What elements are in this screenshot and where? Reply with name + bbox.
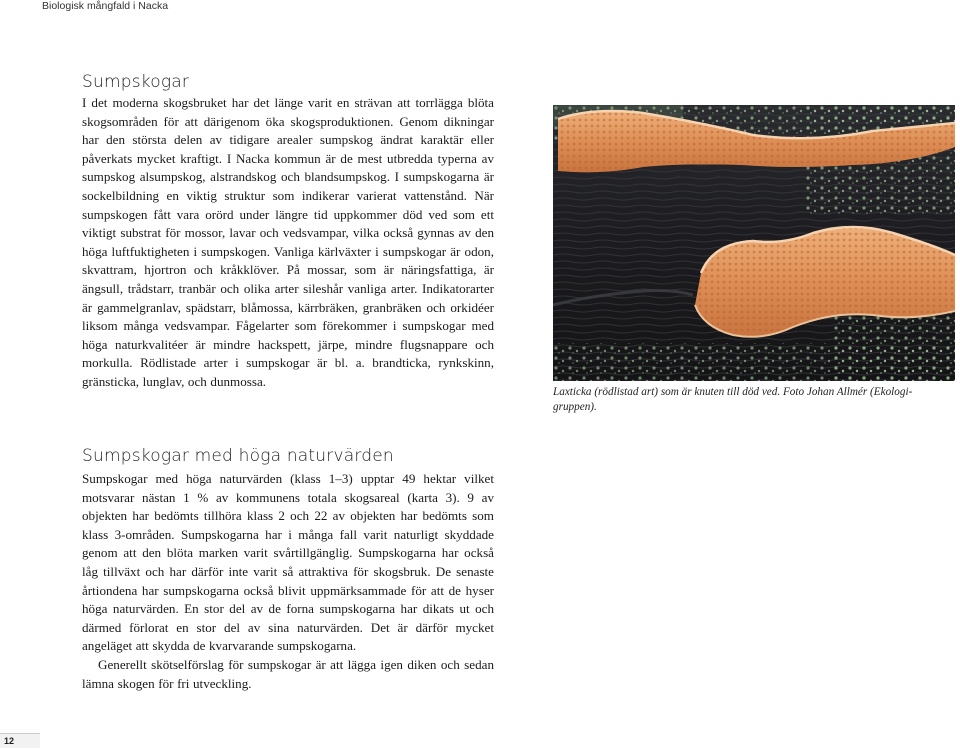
section-sumpskogar (82, 72, 494, 392)
body-paragraph: I det moderna skogsbruket har det länge varit en strävan att torrlägga blöta skogsområden för att därigenom öka skogsproduktionen. Genom dikningar har den största delen av tidigare arealer sumpskog ändrat karaktär eller påverkats mycket kraftigt. I Nacka kommun är de mest utbredda typerna av sumpskog alsumpskog, alstrandskog och blandsumpskog. I sumpskogarna är sockelbildning en viktig struktur som indikerar varierat vattenstånd. När sumpskogen fått vara orörd under längre tid uppkommer död ved som ett viktigt substrat för mossor, lavar och vedsvampar, vilka också gynnas av den höga luftfuktigheten i sumpskogen. Vanliga kärlväxter i sumpskogar är odon, skvattram, hjortron och kråkklöver. På mossar, som är näringsfattiga, är ängsull, trådstarr, tranbär och olika arter sileshår vanliga arter. Indikatorarter är gammelgranlav, spädstarr, blåmossa, kärrbräken, granbräken och orkidéer liksom många vedsvampar. Fågelarter som förekommer i sumpskogar med höga naturkvalitéer är mindre hackspett, järpe, mindre flugsnappare och morkulla. Rödlistade arter i sumpskogar är bl. a. brandticka, rynkskinn, gränsticka, lunglav, och dunmossa. (82, 95, 494, 389)
section-hoga-naturvarden (82, 446, 494, 693)
running-header: Biologisk mångfald i Nacka (42, 0, 169, 12)
fungus-photo (553, 105, 955, 381)
section-heading: Sumpskogar (82, 72, 190, 92)
body-paragraph: Sumpskogar med höga naturvärden (klass 1–3) upptar 49 hektar vilket motsvarar nästan 1 % av kommunens totala skogsareal (karta 3). 9 av objekten har bedömts tillhöra klass 2 och 22 av objekten har bedömts som klass 3-områden. Sumpskogarna har i många fall varit naturligt skyddade genom att den blöta marken varit svårtillgänglig. Sumpskogarna har också låg tillväxt och har därför inte varit så attraktiva för skogsbruk. De senaste årtiondena har sumpskogarna också blivit uppmärksammade för att de hyser höga naturvärden. En stor del av de forna sumpskogarna har dikats ut och därmed förlorat en stor del av sina naturvärden. Det är därför mycket angeläget att skydda de kvarvarande sumpskogarna. (82, 471, 494, 654)
body-paragraph: Generellt skötselförslag för sumpskogar är att lägga igen diken och sedan lämna skogen för fri utveckling. (82, 656, 494, 691)
photo-caption: Laxticka (rödlistad art) som är knuten till död ved. Foto Johan Allmér (Ekologigruppen). (553, 386, 913, 414)
section-heading: Sumpskogar med höga naturvärden (82, 446, 394, 466)
page-number: 12 (0, 733, 40, 748)
